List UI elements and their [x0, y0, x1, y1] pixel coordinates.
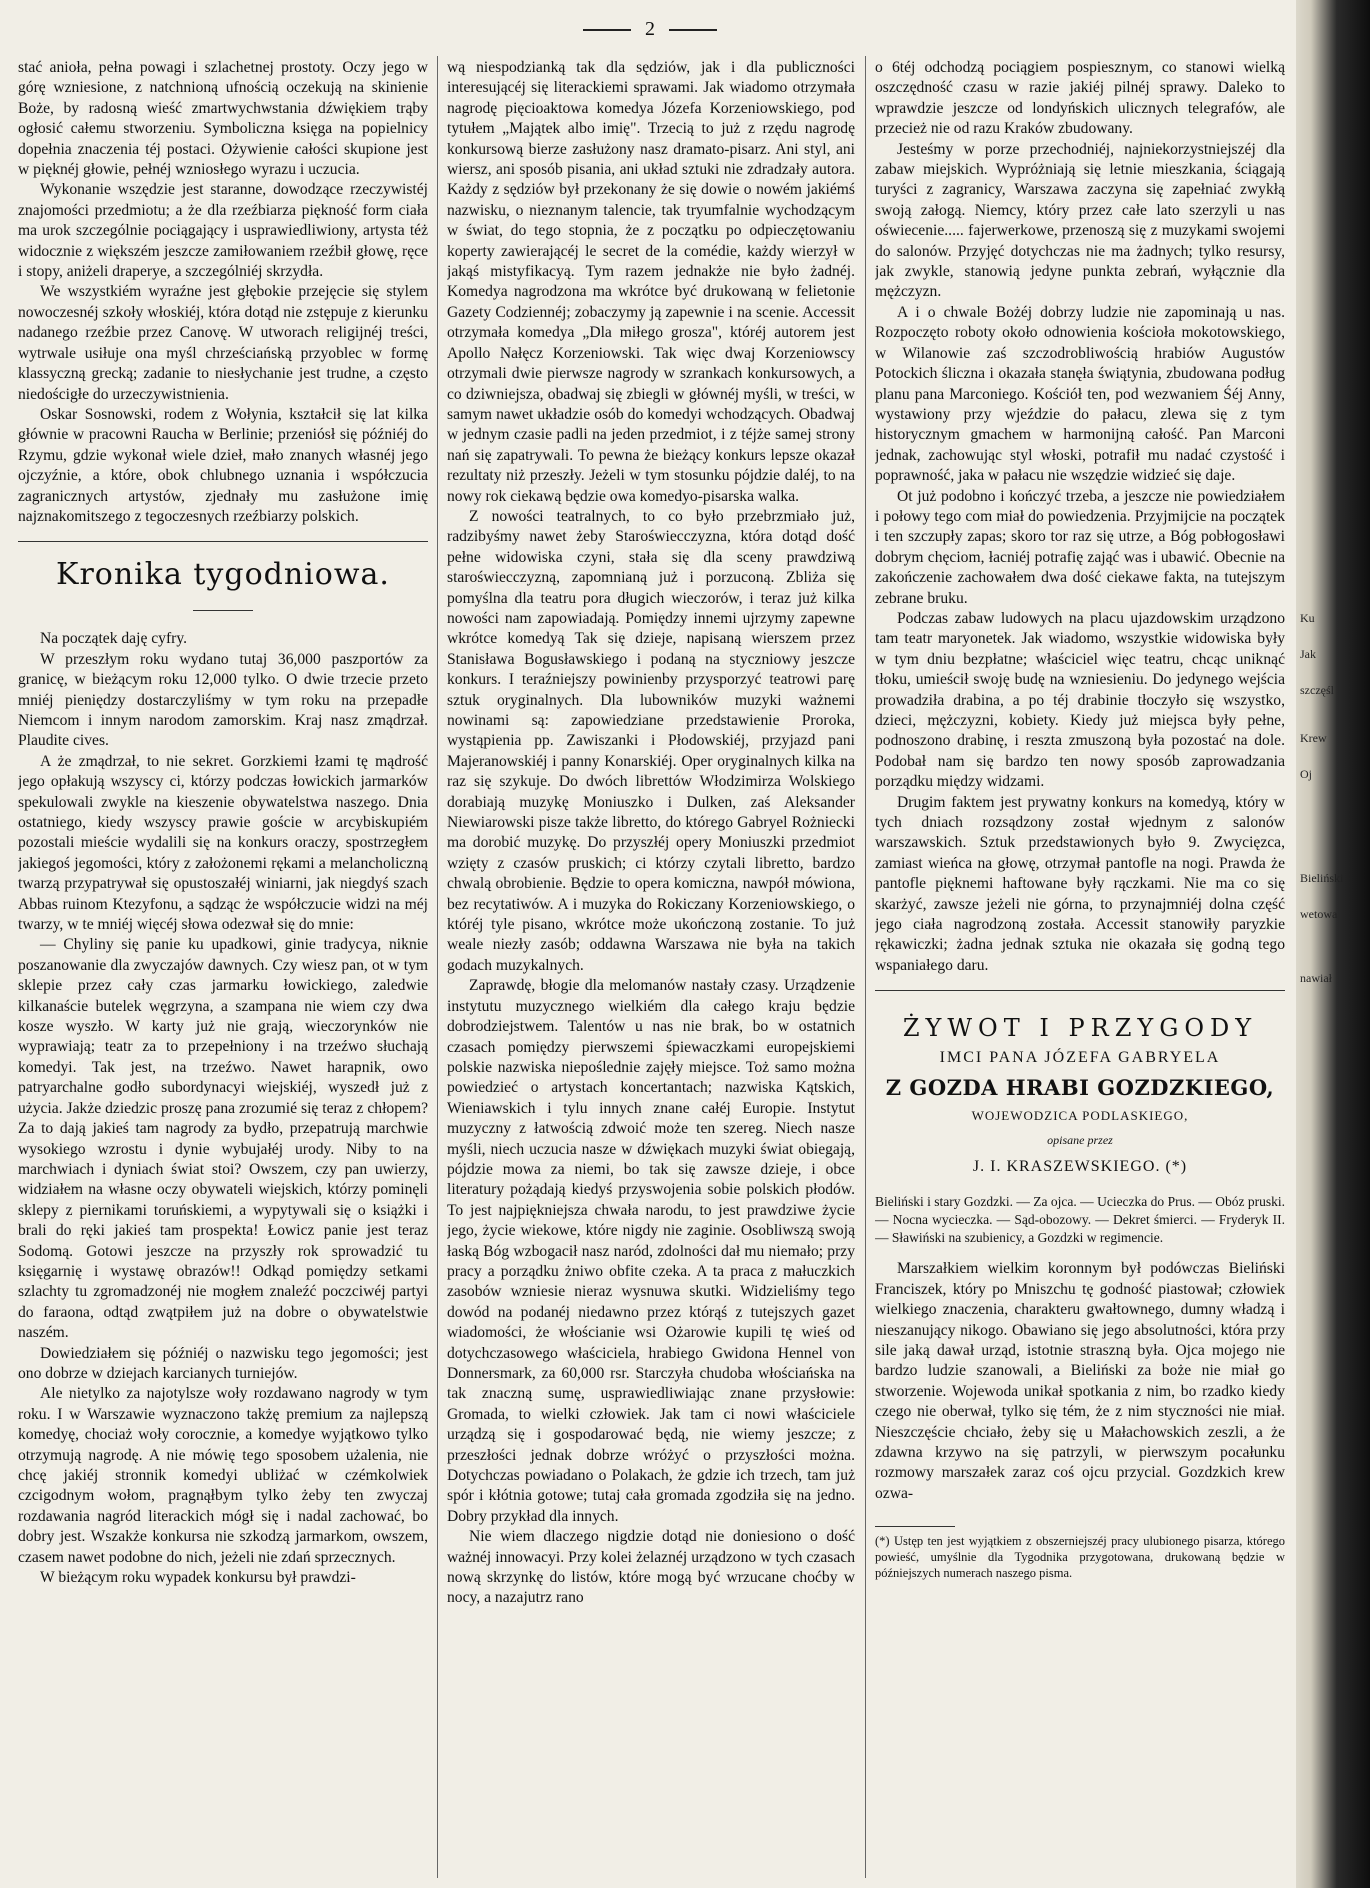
column-1	[18, 58, 428, 1874]
article-paragraph: Drugim faktem jest prywatny konkurs na komedyą, który w tych dniach rozsądzony został wjednym z salonów warszawskich. Sztuk przedstawionych było 9. Zwycięzca, zamiast wieńca na głowę, otrzymał pantofle na nogi. Prawda że pantofle pięknemi haftowane były rączkami. Nie ma co się skarżyć, zawsze jeżeli nie górna, to przynajmniéj dolna część jego ciała nagrodzoną została. Accessit stanowiły paryzkie rękawiczki; żadna jednak sztuka nie okazała się godną tego wspaniałego daru.	[875, 793, 1285, 974]
footnote-rule	[875, 1526, 955, 1527]
story-title-line3: Z GOZDA HRABI GOZDZKIEGO,	[885, 1075, 1275, 1101]
kronika-paragraph: A że zmądrzał, to nie sekret. Gorzkiemi łzami tę mądrość jego opłakują wszyscy ci, którzy podczas łowickich jarmarków spekulowali zwykle na kieszenie obywatelstwa naszego. Dnia ostatniego, kiedy wszyscy prawie goście w arcybiskupiém pozostali mieście wydalili się na konkurs oraczy, spostrzegłem jakiegoś jegomości, który z założonemi rękami a melancholiczną twarzą przypatrywał się opustoszałéj winiarni, jak niegdyś szach Abbas ruinom Ktezyfonu, a sądząc że współczucie widzi na méj twarzy, w te mniéj więcéj słowa odezwał się do mnie:	[18, 752, 428, 934]
edge-fragment: nawiał	[1300, 971, 1332, 985]
article-paragraph: Podczas zabaw ludowych na placu ujazdowskim urządzono tam teatr maryonetek. Jak wiadomo, wszystkie widowiska były w tym dniu bezpłatne; właściciel więc teatru, chcąc uniknąć tłoku, umieścił swoję budę na wzniesieniu. Do jedynego wejścia prowadziła drabina, a po téj drabinie tłoczyło się wszystko, dzieci, mężczyzni, kobiety. Kiedy już miejsca były pełne, podnoszono drabinę, i reszta zmuszoną była pozostać na dole. Podobał nam się bardzo ten nowy sposób zaprowadzania porządku między widzami.	[875, 609, 1285, 791]
edge-fragment: Bieliński	[1300, 871, 1344, 885]
story-paragraph: Marszałkiem wielkim koronnym był podówczas Bieliński Franciszek, który po Mniszchu tę godność piastował; człowiek wielkiego znaczenia, charakteru gwałtownego, dumny władzą i nieszanujący nikogo. Obawiano się jego absolutności, która przy sile jaką dawał urząd, istotnie straszną była. Ojca mojego nie bardzo ludzie szanowali, a Bieliński za boże nie miał go stworzenie. Wojewoda unikał spotkania z nim, bo rzadko kiedy czego nie oberwał, tylko się tém, że z nim styczności nie miał. Nieszczęście chciało, żeby się u Małachowskich zeszli, a że zdawna krzywo na się patrzyli, w pierwszym pocałunku rozmowy marszałek zaraz coś ojcu przycial. Gozdzkich krew ozwa-	[875, 1260, 1285, 1502]
story-title-line5: opisane przez	[1047, 1133, 1113, 1148]
story-title-line4: WOJEWODZICA PODLASKIEGO,	[971, 1108, 1189, 1124]
article-paragraph: o 6téj odchodzą pociągiem pospiesznym, co stanowi wielką oszczędność czasu w razie jakiéj pilnéj sprawy. Daleko to wprawdzie jeszcze od londyńskich ulicznych telegrafów, ale przecież nie od razu Kraków zbudowany.	[875, 59, 1285, 138]
title-rule	[193, 610, 253, 611]
article-paragraph: Jesteśmy w porze przechodniéj, najniekorzystniejszéj dla zabaw miejskich. Wypróżniają się letnie mieszkania, ściągają turyści z zagranicy, Warszawa zaczyna się zapełniać zwykłą swoją załogą. Niemcy, który przez całe lato szerzyli u nas oświecenie..... fajerwerkowe, przenoszą się z muzykami swojemi do salonów. Przyjęć dotychczas nie ma żadnych; tylko resursy, jak zwykle, stanowią jedyne punkta zebrań, wyłącznie dla mężczyzn.	[875, 140, 1285, 301]
kronika-paragraph: — Chyliny się panie ku upadkowi, ginie tradycya, niknie poszanowanie dla zwyczajów dawnych. Czy wiesz pan, ot w tym sklepie przez cały czas jarmarku łowickiego, zaledwie kilkanaście butelek węgrzyna, a szampana nie wiem czy dwa kosze wyszło. W karty już nie grają, wieczorynków nie wyprawiają; teatr za to przepełniony i na trzeźwo słuchają komedyi. Tak jest, na trzeźwo. Nawet harapnik, owo patryarchalne godło subordynacyi wiejskiéj, wyszedł już z użycia. Jakże dziedzic proszę pana zrozumié się teraz z chłopem? Za to dają jakieś tam nagrody za bydło, przepatrują marchwie wysokiego wzrostu i dynie wybujałéj urody. Niby to na marchwiach i dyniach świat stoi? Owszem, czy pan uwierzy, widziałem na własne oczy obywateli wiejskich, którzy pominęli sklepy z piernikami toruńskiemi, a wypytywali się o książki i brali do ręki jakieś tam prospekta! Łowicz panie jest teraz Sodomą. Gotowi jeszcze na przyszły rok sprowadzić tu księgarnię i wystawę obrazów!! Odkąd pomiędzy setkami szlachty tu zgromadzonéj nie mogłem znaleźć poczciwéj partyi do faraona, odtąd zwątpiłem już na dobre o obywatelstwie naszém.	[18, 936, 428, 1342]
adjacent-page-edge	[1296, 0, 1370, 1888]
footnote: (*) Ustęp ten jest wyjątkiem z obszerniejszéj pracy ulubionego pisarza, którego powieść, umyślnie dla Tygodnika przygotowana, drukowaną będzie w późniejszych numerach naszego pisma.	[875, 1534, 1285, 1581]
story-summary: Bieliński i stary Gozdzki. — Za ojca. — Ucieczka do Prus. — Obóz pruski. — Nocna wycieczka. — Sąd-obozowy. — Dekret śmierci. — Fryderyk II. — Sławiński na szubienicy, a Gozdzki w regimencie.	[875, 1194, 1285, 1246]
article-paragraph: wą niespodzianką tak dla sędziów, jak i dla publiczności interesującéj się literackiemi sprawami. Jak wiadomo otrzymała nagrodę pięcioaktowa komedya Józefa Korzeniowskiego, pod tytułem „Majątek albo imię". Trzecią to już z rzędu nagrodę konkursową bierze zasłużony nasz dramato-pisarz. Ani styl, ani wiersz, ani sposób pisania, ani układ sztuki nie zdradzały autora. Każdy z sędziów był przekonany że się dowie o nowém jakiémś nazwisku, o nieznanym talencie, tak tryumfalnie wychodzącym w świat, do tego stopnia, że z początku po odpieczętowaniu koperty zawierającéj le secret de la comédie, każdy wierzył w jakąś mistyfikacyą. Tym razem jednakże nie było żadnéj. Komedya nagrodzona ma wkrótce być drukowaną w felietonie Gazety Codziennéj; zobaczymy ją zapewnie i na scenie. Accessit otrzymała komedya „Dla miłego grosza", któréj autorem jest Apollo Nałęcz Korzeniowski. Tak więc dwaj Korzeniowscy otrzymali dwie pierwsze nagrody w szrankach konkursowych, a co dziwniejsza, obadwaj się zbiegli w głównéj myśli, w treści, w samym nawet układzie osób do komedyi wchodzących. Obadwaj w jednym czasie padli na jeden przedmiot, i z téjże samej strony nań się zapatrywali. To pewna że bieżący konkurs lepsze okazał rezultaty niż przeszły. Jeżeli w tym stosunku pójdzie daléj, to na nowy rok ciekawą będzie owa komedyo-pisarska walka.	[447, 59, 855, 505]
column-2	[447, 58, 855, 1874]
column-divider-1	[437, 56, 438, 1878]
page-number-rule-right	[669, 29, 717, 31]
article-paragraph: Oskar Sosnowski, rodem z Wołynia, kształcił się lat kilka głównie w pracowni Raucha w Berlinie; przeniósł się późniéj do Rzymu, gdzie wykonał wiele dzieł, mało znanych własnéj jego ojczyźnie, a które, obok chlubnego uznania i współczucia zagranicznych artystów, zjednały mu zasłużone imię najznakomitszego z tegoczesnych rzeźbiarzy polskich.	[18, 405, 428, 525]
article-paragraph: Wykonanie wszędzie jest staranne, dowodzące rzeczywistéj znajomości przedmiotu; a że dla rzeźbiarza piękność form ciała ma urok szczególnie pociągający i usprawiedliwiony, artysta téż widocznie z większém jeszcze zamiłowaniem rzeźbił głowę, ręce i stopy, aniżeli draperye, a szczególniéj skrzydła.	[18, 181, 428, 281]
kronika-paragraph: W bieżącym roku wypadek konkursu był prawdzi-	[40, 1569, 356, 1587]
section-separator	[18, 541, 428, 542]
edge-fragment: Jak	[1300, 647, 1316, 661]
kronika-paragraph: Na początek daję cyfry.	[40, 630, 188, 648]
section-separator	[875, 990, 1285, 991]
kronika-paragraph: Ale nietylko za najotylsze woły rozdawano nagrody w tym roku. I w Warszawie wyznaczono takżę premium za najlepszą komedyę, chociaż woły corocznie, a komedye wyjątkowo tylko otrzymują nagrodę. A nie mówię tego sposobem użalenia, nie chcę jakiéj stronnik komedyi ubliżać w czémkolwiek czcigodnym wołom, pragnąłbym tylko żeby ten zwyczaj rozdawania nagród literackich mógł się i nadal zachować, bo dobry jest. Wszakże konkursa nie szkodzą jarmarkom, owszem, czasem nawet podobne do nich, jeżeli nie zdań sprzecznych.	[18, 1385, 428, 1566]
article-paragraph: Nie wiem dlaczego nigdzie dotąd nie doniesiono o dość ważnéj innowacyi. Przy kolei żelaznéj urządzono w tych czasach nową skrzynkę do listów, które mogą być wrzucane choćby w nocy, a nazajutrz rano	[447, 1528, 855, 1607]
kronika-paragraph: W przeszłym roku wydano tutaj 36,000 paszportów za granicę, w bieżącym roku 12,000 tylko. O dwie trzecie przeto mniéj pieniędzy dostarczyliśmy w tym roku na przepadłe Niemcom i innym narodom zamorskim. Kraj nasz zmądrzał. Plaudite cives.	[18, 650, 428, 750]
edge-fragment: Oj	[1300, 767, 1312, 781]
page-number-value: 2	[645, 18, 655, 40]
article-paragraph: Ot już podobno i kończyć trzeba, a jeszcze nie powiedziałem i połowy tego com miał do powiedzenia. Przyjmijcie na początek i ten szczupły zapas; skoro tor raz się utrze, a Bóg pobłogosławi dobrym chęciom, łacniéj potrafię zająć was i ubawić. Obecnie na zakończenie zachowałem dwa dość ciekawe fakta, na tutejszym zebrane bruku.	[875, 487, 1285, 607]
edge-fragment: Krew	[1300, 731, 1327, 745]
kronika-paragraph: Dowiedziałem się późniéj o nazwisku tego jegomości; jest ono dobrze w dziejach karcianych turniejów.	[18, 1344, 428, 1382]
story-title-line2: IMCI PANA JÓZEFA GABRYELA	[939, 1049, 1221, 1067]
edge-fragment: Ku	[1300, 611, 1315, 625]
article-paragraph: Z nowości teatralnych, to co było przebrzmiało już, radzibyśmy nawet żeby Staroświecczyzna, która dotąd dość pełne widowiska czyni, stała się dla sceny prawdziwą staroświecczyzną, zapomnianą już i porzuconą. Zbliża się pomyślna dla teatru pora długich wieczorów, i teraz już kilka nowości nam zapowiadają. Pomiędzy innemi ujrzymy zapewne wkrótce komedyą Tak się dzieje, napisaną wierszem przez Stanisława Bogusławskiego i podaną na styczniowy jeszcze konkurs. I teraźniejszy powinienby przysporzyć teatrowi parę sztuk oryginalnych. Dla lubowników muzyki ważnemi nowinami są: zapowiedziane przedstawienie Proroka, wystąpienia pp. Zawiszanki i Płodowskiéj, przyjazd pani Majeranowskiéj i panny Konarskiéj. Oper oryginalnych kilka na raz się szykuje. Do dwóch librettów Włodzimirza Wolskiego dorabiają muzykę Moniuszko i Dulken, zaś Aleksander Niewiarowski pisze także libretto, do którego Gabryel Rożniecki ma dorobić muzykę. Do przyszłéj opery Moniuszki przedmiot wzięty z czasów pruskich; ci którzy czytali libretto, bardzo chwalą obrobienie. Będzie to opera komiczna, nawpół mówiona, bez recytatiwów. A i muzyka do Rokiczany Korzeniowskiego, o któréj tyle pisano, wkrótce może ukończoną zostanie. To już weale niezły zasób; oddawna Warszawa nie była na takich godach muzykalnych.	[447, 507, 855, 974]
article-paragraph: Zaprawdę, błogie dla melomanów nastały czasy. Urządzenie instytutu muzycznego wielkiém dla całego kraju będzie dobrodziejstwem. Talentów u nas nie brak, bo w ostatnich czasach pomiędzy pierwszemi śpiewaczkami europejskiemi polskie nazwiska niepoślednie zajęły miejsce. Toż samo można powiedzieć o artystach koncertantach; nazwiska Kątskich, Wieniawskich i tylu innych znane całéj Europie. Instytut muzyczny z łatwością zdwoić może ten szereg. Niech nasze myśli, niech uczucia nasze w dźwiękach muzyki świat obiegają, pójdzie mowa za niemi, bo tak się zawsze dzieje, i obce literatury pożądają kiedyś przyswojenia sobie polskich płodów. To jest najpiękniejsza chwała narodu, to jest prawdziwe życie jego, życie wiekowe, które nigdy nie zaginie. Osobliwszą swoją łaską Bóg wzbogacił nasz naród, zdolności dał mu niemało; przy pracy a porządku żniwo obfite czeka. A ta praca z małuczkich zasobów wzniesie nieraz wysnuwa skutki. Widzieliśmy tego dowód na podanéj niedawno przez którąś z tutejszych gazet wiadomości, że włościanie wsi Ożarowie kupili tę wieś od dotychczasowego właściciela, hrabiego Gwidona Hennel von Donnersmark, za 60,000 rsr. Starczyła chudoba włościańska na tak znaczną sumę, usprawiedliwiając znane przysłowie: Gromada, to wielki człowiek. Jak tam ci nowi właściciele urządzą się i gospodarować będą, nie wiemy jeszcze; z przeszłości jednak dobrze wróżyć o przyszłości można. Dotychczas powiadano o Polakach, że gdzie ich trzech, tam już spór i kłótnia gotowe; tutaj cała gromada zgodziła się na jedno. Dobry przykład dla innych.	[447, 977, 855, 1525]
story-author: J. I. KRASZEWSKIEGO. (*)	[972, 1158, 1188, 1176]
story-title-line1: ŻYWOT I PRZYGODY	[902, 1014, 1258, 1043]
article-paragraph: We wszystkiém wyraźne jest głębokie przejęcie się stylem nowoczesnéj szkoły włoskiéj, która dotąd nie zstępuje z kierunku nadanego rzeźbie przez Canovę. W utworach religijnéj treści, wytrwale usiłuje ona myśl chrześciańską przyoblec w formę klassyczną grecką; zadanie to niesłychanie jest trudne, a często niedościgłe do urzeczywistnienia.	[18, 283, 428, 403]
edge-fragment: szczęśl	[1300, 683, 1334, 697]
column-3	[875, 58, 1285, 1874]
story-title-block	[875, 1011, 1285, 1181]
section-title: Kronika tygodniowa.	[56, 557, 390, 593]
column-divider-2	[865, 56, 866, 1878]
page-number-rule-left	[583, 29, 631, 31]
article-paragraph: A i o chwale Bożéj dobrzy ludzie nie zapominają u nas. Rozpoczęto roboty około odnowienia kościoła mokotowskiego, w Wilanowie zaś szczodrobliwością hrabiów Augustów Potockich śliczna i okazała stanęła świątynia, zbudowana podług planu pana Marconiego. Kościół ten, pod wezwaniem Śéj Anny, wystawiony przy wjeździe do pałacu, zlewa się z tym historycznym gmachem w harmonijną całość. Pan Marconi jednak, zachowując styl włoski, potrafił mu nadać czystość i poprawność, jaka w pałacu nie wszędzie widzieć się daje.	[875, 303, 1285, 485]
edge-fragment: wetowa	[1300, 907, 1338, 921]
page-number	[0, 18, 1300, 41]
article-paragraph: stać anioła, pełna powagi i szlachetnej prostoty. Oczy jego w górę wzniesione, z natchnioną ufnością oczekują na skinienie Boże, by radosną wieść zmartwychwstania dźwiękiem trąby ogłosić całemu stworzeniu. Symboliczna księga na popielnicy dopełnia znaczenia téj postaci. Ożywienie całości skupione jest w pięknéj głowie, pełnéj wzniosłego wyrazu i uczucia.	[18, 59, 428, 179]
